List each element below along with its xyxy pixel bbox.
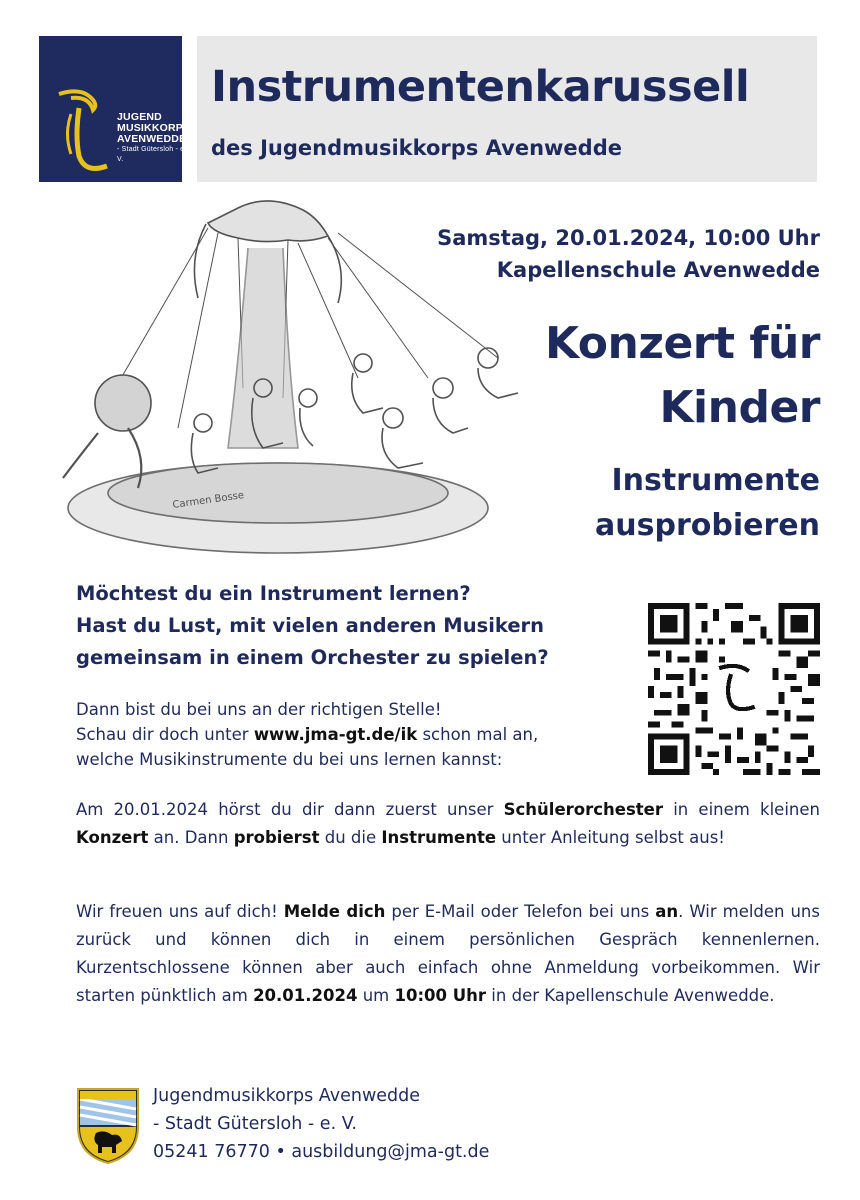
logo-line-1: JUGEND — [117, 111, 162, 123]
question-line-2: Hast du Lust, mit vielen anderen Musikern — [76, 614, 545, 637]
logo — [39, 36, 191, 182]
headline-line-2: Kinder — [659, 382, 820, 433]
p1-bold-4: Instrumente — [381, 828, 497, 847]
headline-line-1: Konzert für — [544, 318, 820, 369]
svg-text:Carmen Bosse: Carmen Bosse — [171, 490, 245, 511]
p1-text-1: Am 20.01.2024 hörst du dir dann zuerst unser — [76, 800, 504, 819]
p2-text-2: per E-Mail oder Telefon bei uns — [385, 902, 656, 921]
event-location: Kapellenschule Avenwedde — [496, 258, 820, 282]
intro-line-3: welche Musikinstrumente du bei uns lernen kannst: — [76, 750, 503, 769]
subheadline-line-2: ausprobieren — [595, 508, 820, 543]
p2-text-5: in der Kapellenschule Avenwedde. — [486, 986, 775, 1005]
p2-text-3: . Wir melden uns zurück und können dich in einem persönlichen Gespräch kennenlernen. Kurzentschlossene können aber auch einfach ohne Anmeldung vorbeikommen. Wir starten pünktlich am — [76, 902, 820, 1005]
logo-line-2: MUSIKKORPS — [117, 122, 191, 134]
p1-text-5: unter Anleitung selbst aus! — [496, 828, 725, 847]
logo-line-4: - Stadt Gütersloh - e. V. — [117, 146, 187, 163]
p2-bold-3: 20.01.2024 — [253, 986, 358, 1005]
p2-text-1: Wir freuen uns auf dich! — [76, 902, 284, 921]
website-link[interactable]: www.jma-gt.de/ik — [253, 725, 418, 744]
title-banner — [197, 36, 817, 182]
question-line-1: Möchtest du ein Instrument lernen? — [76, 582, 471, 605]
intro-line-2-pre: Schau dir doch unter — [76, 725, 254, 744]
p2-text-4: um — [357, 986, 395, 1005]
logo-text — [117, 112, 190, 165]
p1-bold-1: Schülerorchester — [503, 800, 663, 819]
subheadline-line-1: Instrumente — [611, 463, 820, 498]
saxophone-logo-icon — [49, 86, 119, 176]
page-title: Instrumentenkarussell — [211, 62, 750, 112]
question-line-3: gemeinsam in einem Orchester zu spielen? — [76, 646, 549, 669]
footer-org-sub: - Stadt Gütersloh - e. V. — [153, 1114, 357, 1134]
p2-bold-4: 10:00 Uhr — [394, 986, 487, 1005]
p2-bold-2: an — [655, 902, 679, 921]
p1-text-4: du die — [319, 828, 382, 847]
paragraph-signup — [76, 898, 820, 1010]
event-info — [437, 222, 820, 286]
logo-line-3: AVENWEDDE — [117, 133, 187, 145]
p1-text-2: in einem kleinen — [663, 800, 820, 819]
intro-line-2-post: schon mal an, — [417, 725, 539, 744]
intro-line-2 — [76, 722, 538, 747]
qr-code-icon[interactable] — [648, 603, 820, 775]
p1-text-3: an. Dann — [148, 828, 234, 847]
footer-phone-email[interactable]: 05241 76770 • ausbildung@jma-gt.de — [153, 1142, 490, 1162]
crest-icon — [76, 1087, 140, 1165]
footer-org-name: Jugendmusikkorps Avenwedde — [153, 1086, 421, 1106]
p2-bold-1: Melde dich — [283, 902, 386, 921]
p1-bold-2: Konzert — [76, 828, 149, 847]
headline — [545, 312, 820, 440]
footer-contact — [153, 1082, 489, 1166]
paragraph-concert — [76, 796, 820, 852]
p1-bold-3: probierst — [233, 828, 320, 847]
page-subtitle: des Jugendmusikkorps Avenwedde — [211, 136, 622, 160]
intro-line-1: Dann bist du bei uns an der richtigen Stelle! — [76, 700, 442, 719]
event-date-time: Samstag, 20.01.2024, 10:00 Uhr — [437, 226, 820, 250]
subheadline — [595, 458, 820, 548]
intro — [76, 697, 538, 772]
questions — [76, 578, 549, 674]
